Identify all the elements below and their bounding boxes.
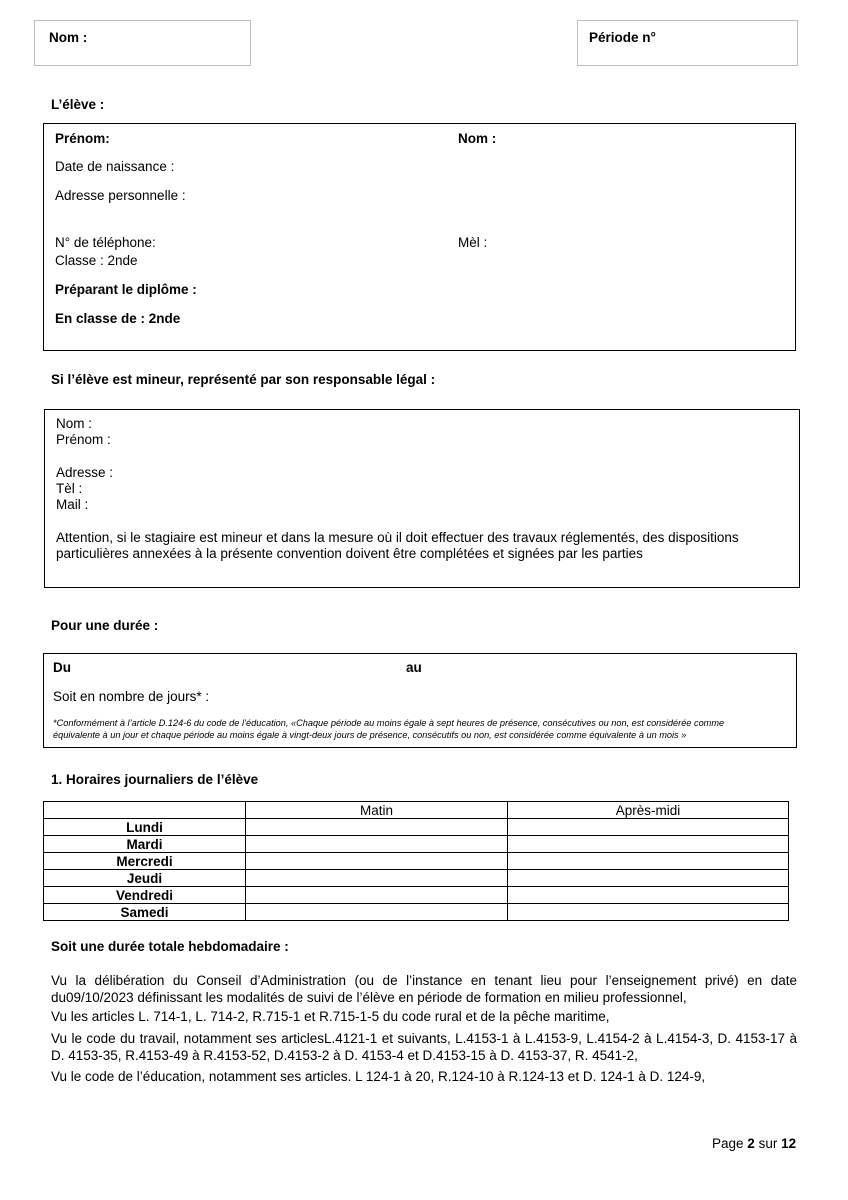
sur-word: sur — [758, 1136, 778, 1151]
day-cell-samedi: Samedi — [44, 904, 246, 921]
duree-jours-label: Soit en nombre de jours* : — [53, 689, 210, 704]
eleve-classe-label: Classe : 2nde — [55, 253, 138, 268]
matin-cell[interactable] — [246, 836, 508, 853]
page-footer — [712, 1136, 796, 1151]
paragraph-code-education: Vu le code de l’éducation, notamment ses articles. L 124-1 à 20, R.124-10 à R.124-13 et D. 124-1 à D. 124-9, — [51, 1069, 706, 1084]
responsable-mail-label: Mail : — [56, 497, 89, 512]
apres-midi-cell[interactable] — [508, 870, 789, 887]
responsable-adresse-label: Adresse : — [56, 465, 114, 480]
duree-heading: Pour une durée : — [51, 618, 159, 633]
duree-note-line-1: *Conformément à l’article D.124-6 du code de l’éducation, «Chaque période au moins égale à sept heures de présence, consécutives ou non, est considérée comme — [53, 718, 725, 728]
matin-cell[interactable] — [246, 853, 508, 870]
matin-cell[interactable] — [246, 819, 508, 836]
responsable-attention-line-2: particulières annexées à la présente convention doivent être complétées et signées par les parties — [56, 546, 643, 561]
horaires-table — [43, 801, 789, 921]
day-cell-vendredi: Vendredi — [44, 887, 246, 904]
duree-totale-heading: Soit une durée totale hebdomadaire : — [51, 939, 289, 954]
day-cell-lundi: Lundi — [44, 819, 246, 836]
responsable-nom-label: Nom : — [56, 416, 93, 431]
table-row — [44, 836, 789, 853]
table-row — [44, 904, 789, 921]
eleve-heading: L’élève : — [51, 97, 105, 112]
horaires-col-matin: Matin — [246, 802, 508, 819]
eleve-diplome-label: Préparant le diplôme : — [55, 282, 197, 297]
responsable-tel-label: Tèl : — [56, 481, 83, 496]
nom-box-label: Nom : — [49, 30, 88, 45]
eleve-prenom-label: Prénom: — [55, 131, 110, 146]
apres-midi-cell[interactable] — [508, 853, 789, 870]
responsable-attention-line-1: Attention, si le stagiaire est mineur et dans la mesure où il doit effectuer des travaux réglementés, des dispositions — [56, 530, 739, 545]
eleve-date-naissance-label: Date de naissance : — [55, 159, 175, 174]
page-word: Page — [712, 1136, 744, 1151]
day-cell-mardi: Mardi — [44, 836, 246, 853]
apres-midi-cell[interactable] — [508, 904, 789, 921]
paragraph-code-travail: Vu le code du travail, notamment ses articlesL.4121-1 et suivants, L.4153-1 à L.4153-9, L.4154-2 à L.4154-3, D. 4153-17 à D. 4153-35, R.4153-49 à R.4153-52, D.4153-2 à D. 4153-4 et D.4153-15 à D. 4153-37, R. 4541-2, — [51, 1031, 797, 1063]
responsable-prenom-label: Prénom : — [56, 432, 111, 447]
eleve-mel-label: Mèl : — [458, 235, 488, 250]
duree-du-label: Du — [53, 660, 71, 675]
table-row — [44, 853, 789, 870]
page-total: 12 — [781, 1136, 797, 1151]
eleve-adresse-label: Adresse personnelle : — [55, 188, 186, 203]
duree-note-line-2: équivalente à un jour et chaque période au moins égale à vingt-deux jours de présence, consécutifs ou non, est considérée comme équivalente à un mois » — [53, 730, 687, 740]
table-row — [44, 887, 789, 904]
duree-au-label: au — [406, 660, 422, 675]
horaires-header-row — [44, 802, 789, 819]
apres-midi-cell[interactable] — [508, 819, 789, 836]
eleve-telephone-label: N° de téléphone: — [55, 235, 156, 250]
apres-midi-cell[interactable] — [508, 836, 789, 853]
paragraph-deliberation: Vu la délibération du Conseil d’Administration (ou de l’instance en tenant lieu pour l’enseignement privé) en date du09/10/2023 définissant les modalités de suivi de l’élève en période de formation en milieu professionnel, — [51, 973, 797, 1005]
periode-box-label: Période n° — [589, 30, 656, 45]
horaires-col-apres-midi: Après-midi — [508, 802, 789, 819]
day-cell-mercredi: Mercredi — [44, 853, 246, 870]
periode-box — [577, 20, 798, 66]
day-cell-jeudi: Jeudi — [44, 870, 246, 887]
table-row — [44, 819, 789, 836]
apres-midi-cell[interactable] — [508, 887, 789, 904]
matin-cell[interactable] — [246, 904, 508, 921]
page-number: 2 — [747, 1136, 755, 1151]
matin-cell[interactable] — [246, 870, 508, 887]
nom-box — [34, 20, 251, 66]
horaires-heading: 1. Horaires journaliers de l’élève — [51, 772, 259, 787]
eleve-en-classe-label: En classe de : 2nde — [55, 311, 181, 326]
responsable-heading: Si l’élève est mineur, représenté par son responsable légal : — [51, 372, 436, 387]
paragraph-code-rural: Vu les articles L. 714-1, L. 714-2, R.715-1 et R.715-1-5 du code rural et de la pêche maritime, — [51, 1009, 610, 1024]
horaires-corner-cell — [44, 802, 246, 819]
table-row — [44, 870, 789, 887]
eleve-nom-label: Nom : — [458, 131, 497, 146]
matin-cell[interactable] — [246, 887, 508, 904]
